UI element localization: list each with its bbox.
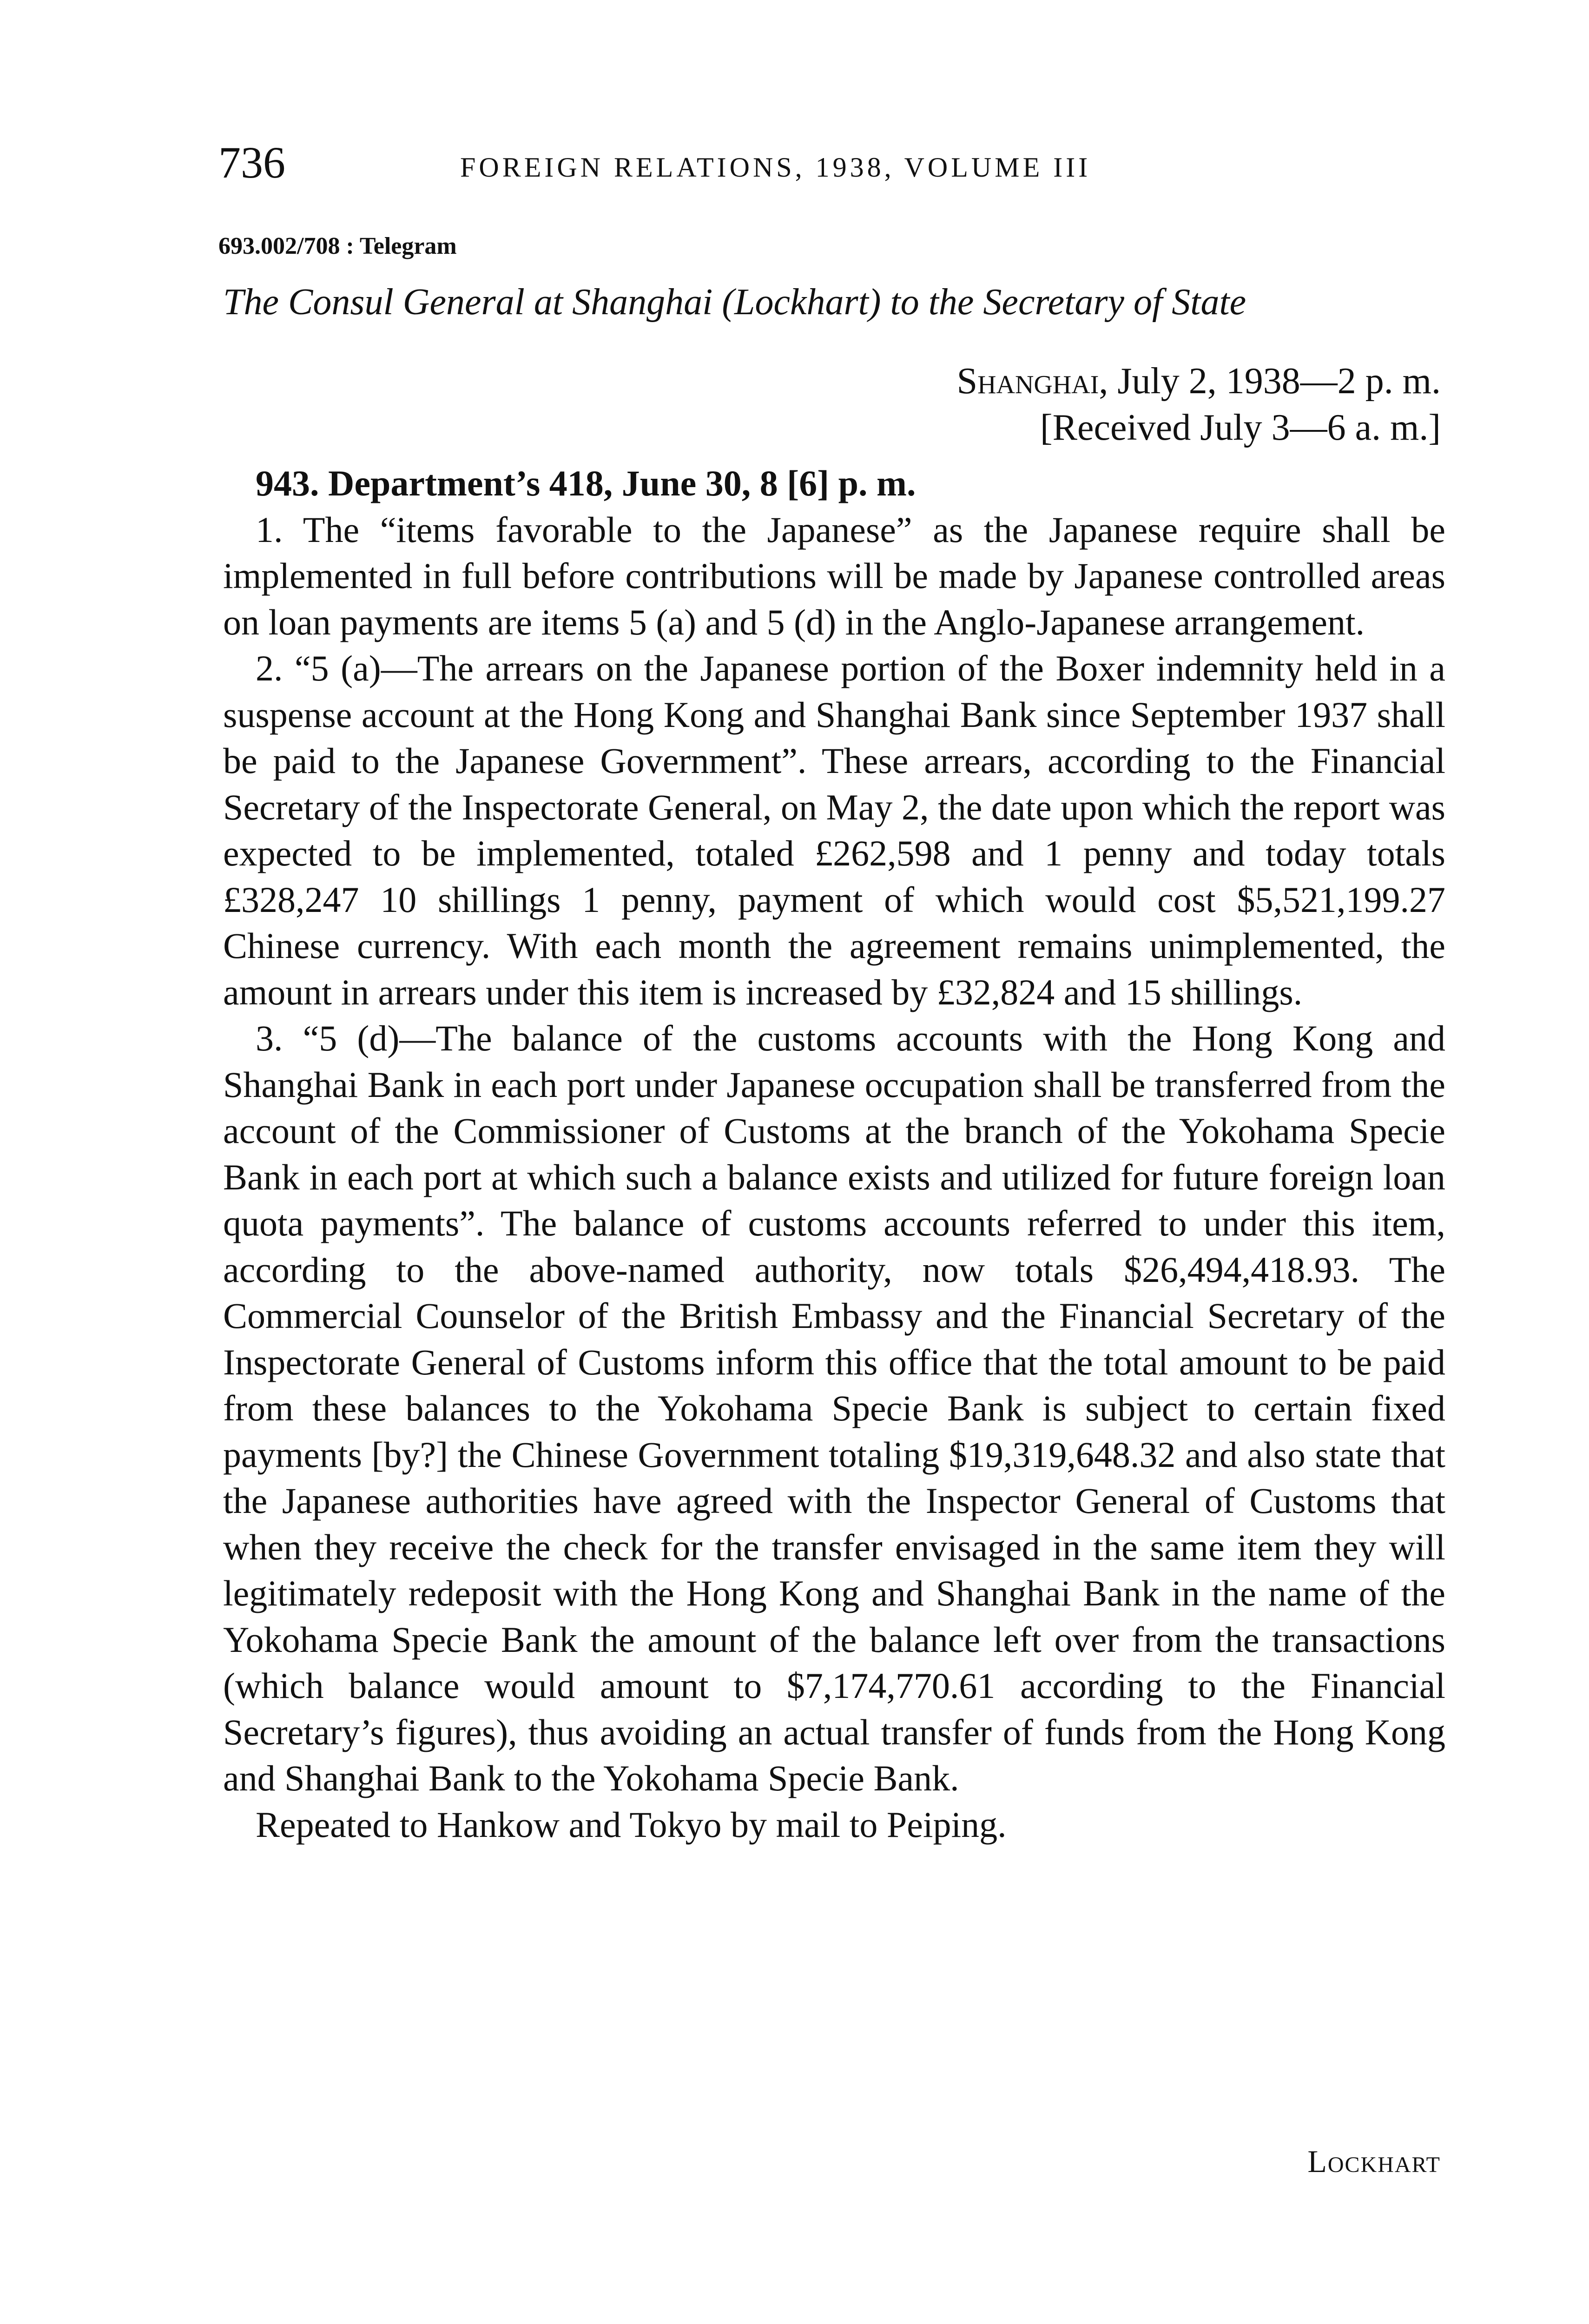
dateline <box>837 358 1441 451</box>
running-head: FOREIGN RELATIONS, 1938, VOLUME III <box>460 152 1091 183</box>
dateline-place: Shanghai <box>956 361 1099 402</box>
paragraph-2: 2. “5 (a)—The arrears on the Japanese portion of the Boxer indemnity held in a suspense account at the Hong Kong and Shanghai Bank since September 1937 shall be paid to the Japanese Government”. These arrears, according to the Financial Secretary of the Inspectorate General, on May 2, the date upon which the report was expected to be implemented, totaled £262,598 and 1 penny and today totals £328,247 10 shillings 1 penny, payment of which would cost $5,521,199.27 Chinese currency. With each month the agreement remains unimplemented, the amount in arrears under this item is increased by £32,824 and 15 shillings. <box>223 648 1445 1012</box>
dateline-sent <box>837 358 1441 404</box>
dateline-received: [Received July 3—6 a. m.] <box>1040 407 1441 448</box>
telegram-reference-line: 943. Department’s 418, June 30, 8 [6] p. m. <box>256 463 916 503</box>
paragraph-1: 1. The “items favorable to the Japanese” as the Japanese require shall be implemented in full before contributions will be made by Japanese controlled areas on loan payments are items 5 (a) and 5 (d) in the Anglo-Japanese arrangement. <box>223 509 1445 642</box>
document-title: The Consul General at Shanghai (Lockhart) to the Secretary of State <box>223 282 1246 323</box>
file-reference: 693.002/708 : Telegram <box>218 233 457 259</box>
paragraph-4: Repeated to Hankow and Tokyo by mail to Peiping. <box>256 1804 1007 1845</box>
page-number: 736 <box>218 138 285 187</box>
dateline-date: , July 2, 1938—2 p. m. <box>1099 361 1441 402</box>
page-header <box>218 135 1441 200</box>
paragraph-3: 3. “5 (d)—The balance of the customs accounts with the Hong Kong and Shanghai Bank in each port under Japanese occupation shall be transferred from the account of the Commissioner of Customs at the branch of the Yokohama Specie Bank in each port at which such a balance exists and utilized for future foreign loan quota payments”. The balance of customs accounts referred to under this item, according to the above-named authority, now totals $26,494,418.93. The Commercial Counselor of the British Embassy and the Financial Secretary of the Inspectorate General of Customs inform this office that the total amount to be paid from these balances to the Yokohama Specie Bank is subject to certain fixed payments [by?] the Chinese Government totaling $19,319,648.32 and also state that the Japanese authorities have agreed with the Inspector General of Customs that when they receive the check for the transfer envisaged in the same item they will legitimately redeposit with the Hong Kong and Shanghai Bank in the name of the Yokohama Specie Bank the amount of the balance left over from the transactions (which balance would amount to $7,174,770.61 according to the Financial Secretary’s figures), thus avoiding an actual transfer of funds from the Hong Kong and Shanghai Bank to the Yokohama Specie Bank. <box>223 1018 1445 1798</box>
signature: Lockhart <box>1307 2144 1441 2179</box>
telegram-body <box>223 460 1445 1848</box>
